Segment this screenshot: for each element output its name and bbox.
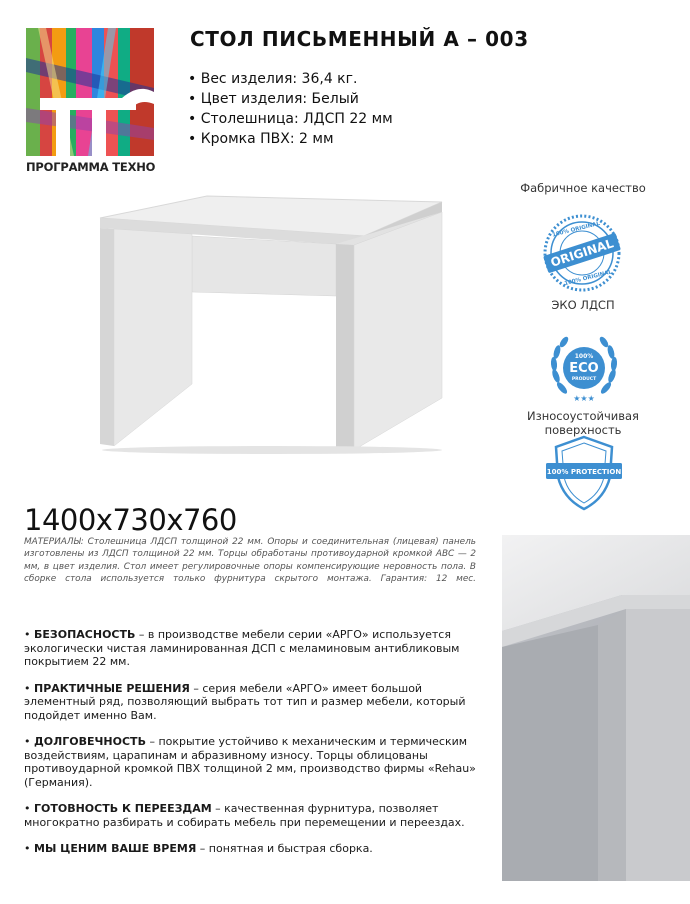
feature-time: • МЫ ЦЕНИМ ВАШЕ ВРЕМЯ – понятная и быстрая сборка. bbox=[24, 842, 373, 855]
brand-logo-icon bbox=[26, 28, 154, 156]
spec-list bbox=[188, 69, 393, 149]
feature-title: МЫ ЦЕНИМ ВАШЕ ВРЕМЯ bbox=[34, 842, 197, 855]
feature-title: БЕЗОПАСНОСТЬ bbox=[34, 628, 136, 641]
dimensions: 1400x730x760 bbox=[24, 503, 237, 537]
spec-tabletop: • Столешница: ЛДСП 22 мм bbox=[188, 109, 393, 129]
feature-title: ПРАКТИЧНЫЕ РЕШЕНИЯ bbox=[34, 681, 190, 695]
spec-color: • Цвет изделия: Белый bbox=[188, 89, 393, 109]
feature-text: – качественная фурнитура, позволяет многократно разбирать и собирать мебель при перемещении и переездах. bbox=[24, 802, 465, 829]
feature-text: – серия мебели «АРГО» имеет большой элементный ряд, позволяющий выбрать тот тип и размер мебели, который подойдет именно Вам. bbox=[24, 681, 466, 722]
badge-eco-label: ЭКО ЛДСП bbox=[551, 298, 615, 312]
brand-name: ПРОГРАММА ТЕХНО bbox=[26, 160, 156, 174]
feature-durability: • ДОЛГОВЕЧНОСТЬ – покрытие устойчиво к механическим и термическим воздействиям, царапинам и абразивному износу. Торцы облицованы противоударной кромкой ПВХ толщиной 2 мм, производство фирмы «Rehau» (Германия). bbox=[24, 735, 476, 789]
product-title: СТОЛ ПИСЬМЕННЫЙ А – 003 bbox=[190, 27, 529, 51]
svg-text:PRODUCT: PRODUCT bbox=[571, 377, 597, 382]
feature-text: – в производстве мебели серии «АРГО» используется экологически чистая ламинированная ДСП с меламиновым антибликовым покрытием 22 мм. bbox=[24, 628, 460, 668]
brand-logo bbox=[26, 28, 154, 156]
svg-text:100% ORIGINAL: 100% ORIGINAL bbox=[563, 269, 613, 288]
desk-corner-closeup-icon bbox=[502, 535, 690, 881]
feature-safety: • БЕЗОПАСНОСТЬ – в производстве мебели серии «АРГО» используется экологически чистая ламинированная ДСП с меламиновым антибликовым покрытием 22 мм. bbox=[24, 628, 460, 668]
protection-shield-icon bbox=[544, 433, 624, 513]
feature-practical: • ПРАКТИЧНЫЕ РЕШЕНИЯ – серия мебели «АРГО» имеет большой элементный ряд, позволяющий выбрать тот тип и размер мебели, который подойдет именно Вам. bbox=[24, 681, 466, 722]
feature-text: – покрытие устойчиво к механическим и термическим воздействиям, царапинам и абразивному износу. Торцы облицованы противоударной кромкой ПВХ толщиной 2 мм, производство фирмы «Rehau» (Германия). bbox=[24, 735, 476, 789]
spec-weight: • Вес изделия: 36,4 кг. bbox=[188, 69, 393, 89]
svg-text:100%: 100% bbox=[574, 353, 594, 360]
feature-text: – понятная и быстрая сборка. bbox=[196, 842, 373, 855]
spec-edge: • Кромка ПВХ: 2 мм bbox=[188, 129, 393, 149]
eco-wreath-icon bbox=[544, 328, 624, 408]
svg-text:100% ORIGINAL: 100% ORIGINAL bbox=[551, 220, 601, 239]
svg-text:★★★: ★★★ bbox=[573, 394, 595, 403]
feature-title: ДОЛГОВЕЧНОСТЬ bbox=[34, 735, 146, 748]
desk-illustration bbox=[92, 188, 462, 456]
original-stamp-icon bbox=[542, 213, 622, 293]
badge-wear-label: Износоустойчивая поверхность bbox=[527, 409, 639, 437]
svg-text:ECO: ECO bbox=[569, 361, 599, 376]
feature-moving: • ГОТОВНОСТЬ К ПЕРЕЕЗДАМ – качественная фурнитура, позволяет многократно разбирать и собирать мебель при перемещении и переездах. bbox=[24, 802, 465, 829]
feature-title: ГОТОВНОСТЬ К ПЕРЕЕЗДАМ bbox=[34, 802, 212, 815]
svg-text:ORIGINAL: ORIGINAL bbox=[548, 236, 616, 270]
materials-text: МАТЕРИАЛЫ: Столешница ЛДСП толщиной 22 мм. Опоры и соединительная (лицевая) панель изготовлены из ЛДСП толщиной 22 мм. Торцы обработаны противоударной кромкой АВС — 2 мм, в цвет изделия. Стол имеет регулировочные опоры компенсирующие неровность пола. В сборке стола используется только фурнитура скрытого монтажа. Гарантия: 12 мес. bbox=[24, 537, 476, 585]
badge-quality-label: Фабричное качество bbox=[520, 181, 646, 195]
desk-render-icon bbox=[92, 188, 462, 456]
svg-text:100% PROTECTION: 100% PROTECTION bbox=[546, 468, 622, 476]
feature-list bbox=[24, 628, 480, 869]
desk-closeup-photo bbox=[502, 535, 690, 881]
